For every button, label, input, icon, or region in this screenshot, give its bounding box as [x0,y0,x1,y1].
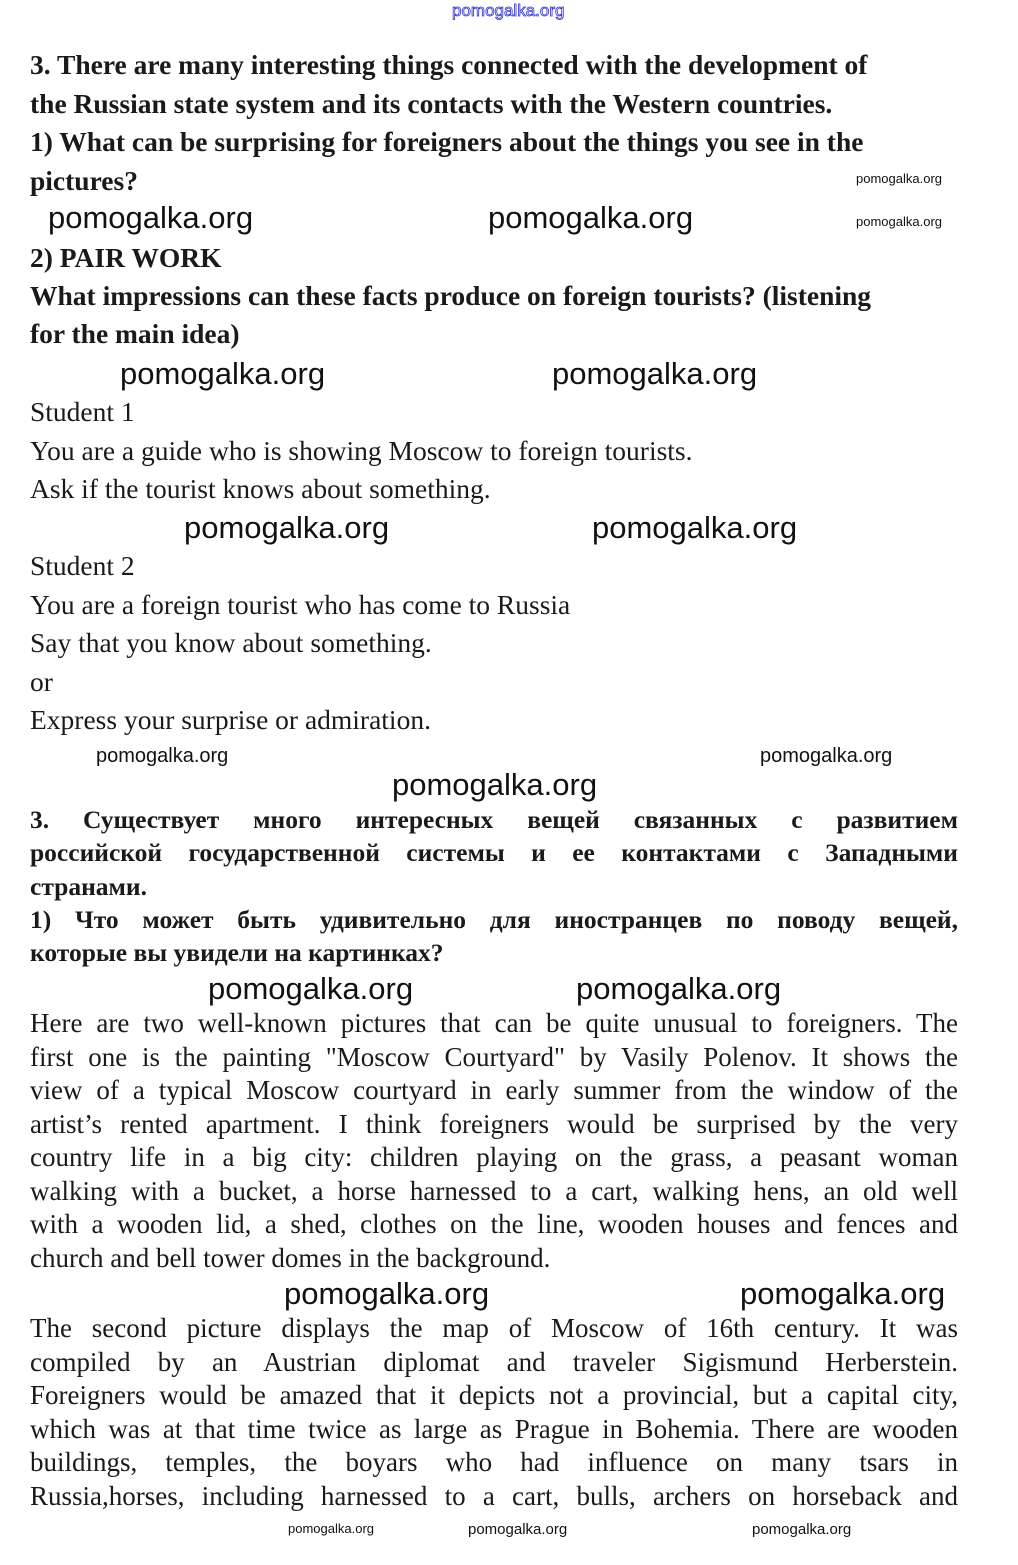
student2-label: Student 2 [30,550,135,581]
text-line: What impressions can these facts produce on foreign tourists? (listening [30,280,872,311]
watermark: pomogalka.org [48,200,254,235]
text-line: Here are two well-known pictures that can be quite unusual to foreigners. The [30,1008,958,1038]
text-line: The second picture displays the map of Moscow of 16th century. It was [30,1313,958,1343]
watermark: pomogalka.org [488,200,694,235]
pair-work-section [30,239,958,353]
watermark: pomogalka.org [284,1276,490,1311]
watermark: pomogalka.org [740,1276,946,1311]
text-line: compiled by an Austrian diplomat and traveler Sigismund Herberstein. [30,1346,958,1377]
text-line: first one is the painting "Moscow Courtyard" by Vasily Polenov. It shows the [30,1041,958,1072]
watermark: pomogalka.org [592,510,798,545]
text-line: with a wooden lid, a shed, clothes on the line, wooden houses and fences and [30,1209,958,1239]
watermark: pomogalka.org [208,971,414,1006]
watermark: pomogalka.org [760,745,893,767]
text-line: the Russian state system and its contacts with the Western countries. [30,87,833,119]
text-line: Ask if the tourist knows about something. [30,473,491,504]
text-line: 1) What can be surprising for foreigners about the things you see in the [30,126,864,157]
text-line: российской государственной системы и ее контактами с Западными [30,838,958,868]
text-line: Express your surprise or admiration. [30,704,431,735]
text-line: 1) Что может быть удивительно для иностранцев по поводу вещей, [30,904,958,934]
watermark: pomogalka.org [576,971,782,1006]
task-heading-english [30,46,958,200]
watermark: pomogalka.org [468,1521,568,1538]
watermark: pomogalka.org [288,1521,374,1536]
watermark: pomogalka.org [392,767,598,802]
text-line: walking with a bucket, a horse harnessed to a cart, walking hens, an old well [30,1175,958,1206]
text-line: for the main idea) [30,318,240,349]
text-line: country life in a big city: children playing on the grass, a peasant woman [30,1142,958,1172]
text-line: or [30,665,53,697]
text-line: которые вы увидели на картинках? [30,938,444,968]
task-heading-russian [30,803,958,969]
student1-label: Student 1 [30,396,135,427]
pair-work-heading: 2) PAIR WORK [30,242,222,273]
text-line: странами. [30,871,147,901]
watermark: pomogalka.org [120,356,326,391]
answer-paragraph-2 [30,1312,958,1514]
text-line: 3. There are many interesting things connected with the development of [30,49,868,80]
text-line: pictures? [30,164,138,196]
watermark: pomogalka.org [856,214,942,229]
watermark: pomogalka.org [184,510,390,545]
watermark: pomogalka.org [552,356,758,391]
student2-role [30,547,958,740]
watermark-header: pomogalka.org [452,1,565,20]
watermark: pomogalka.org [752,1521,852,1538]
student1-role [30,393,958,509]
watermark: pomogalka.org [856,171,942,186]
watermark: pomogalka.org [96,745,229,767]
text-line: You are a foreign tourist who has come to Russia [30,588,571,620]
text-line: Russia,horses, including harnessed to a cart, bulls, archers on horseback and [30,1480,958,1511]
text-line: view of a typical Moscow courtyard in early summer from the window of the [30,1075,958,1105]
text-line: artist’s rented apartment. I think foreigners would be surprised by the very [30,1108,958,1139]
text-line: Say that you know about something. [30,627,432,658]
text-line: buildings, temples, the boyars who had influence on many tsars in [30,1447,958,1478]
text-line: church and bell tower domes in the background. [30,1242,551,1273]
text-line: You are a guide who is showing Moscow to foreign tourists. [30,434,693,466]
text-line: 3. Существует много интересных вещей связанных с развитием [30,805,958,834]
text-line: which was at that time twice as large as Prague in Bohemia. There are wooden [30,1413,958,1444]
answer-paragraph-1 [30,1007,958,1275]
text-line: Foreigners would be amazed that it depicts not a provincial, but a capital city, [30,1380,958,1411]
